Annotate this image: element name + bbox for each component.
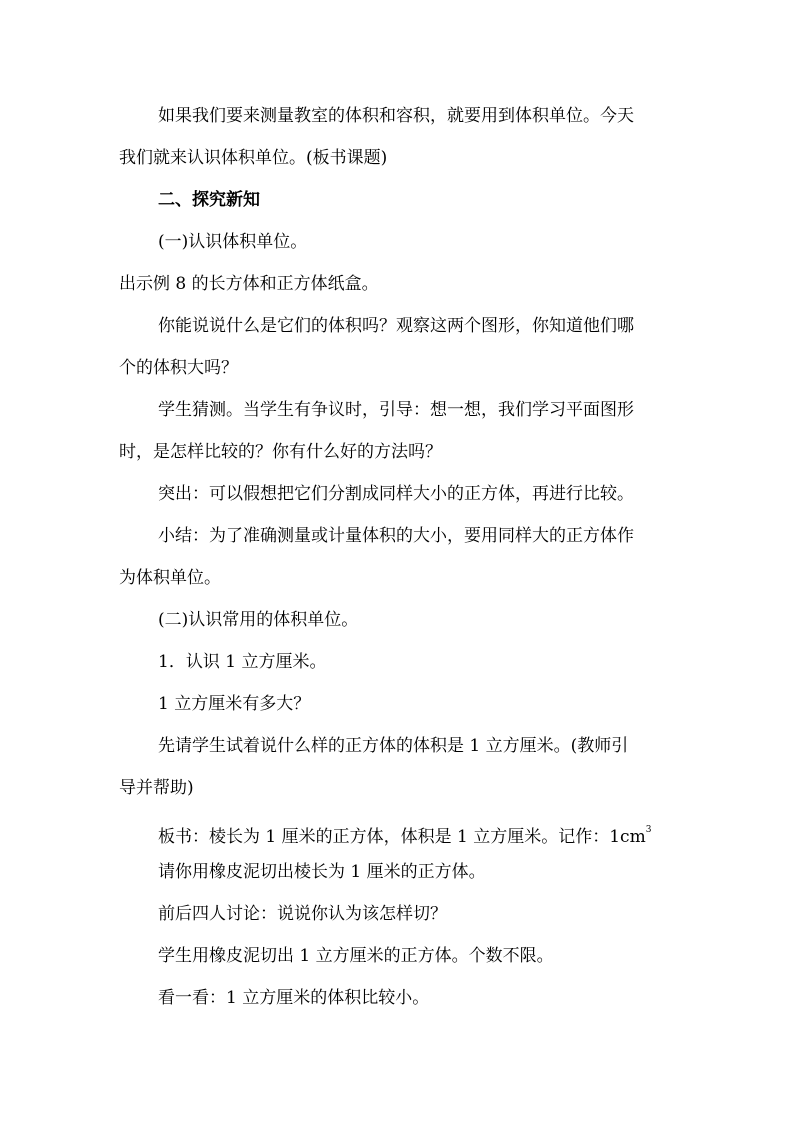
summary-paragraph-line-1: 小结：为了准确测量或计量体积的大小，要用同样大的正方体作	[158, 526, 634, 546]
discuss-paragraph: 前后四人讨论：说说你认为该怎样切？	[158, 904, 447, 924]
cut-paragraph: 学生用橡皮泥切出 1 立方厘米的正方体。个数不限。	[158, 946, 554, 966]
how-big-paragraph: 1 立方厘米有多大？	[158, 694, 311, 714]
question-paragraph-line-2: 个的体积大吗？	[119, 358, 238, 378]
question-paragraph-line-1: 你能说说什么是它们的体积吗？观察这两个图形，你知道他们哪	[158, 316, 634, 336]
summary-paragraph-line-2: 为体积单位。	[119, 568, 221, 588]
clay-paragraph: 请你用橡皮泥切出棱长为 1 厘米的正方体。	[158, 862, 486, 882]
ask-paragraph-line-1: 先请学生试着说什么样的正方体的体积是 1 立方厘米。(教师引	[158, 736, 629, 756]
highlight-paragraph: 突出：可以假想把它们分割成同样大小的正方体，再进行比较。	[158, 484, 634, 504]
ask-paragraph-line-2: 导并帮助)	[119, 778, 194, 798]
section-heading-explore: 二、探究新知	[158, 190, 260, 210]
board-text: 板书：棱长为 1 厘米的正方体，体积是 1 立方厘米。记作：1cm	[158, 827, 646, 847]
look-paragraph: 看一看：1 立方厘米的体积比较小。	[158, 988, 430, 1008]
item-heading-1: 1．认识 1 立方厘米。	[158, 652, 327, 672]
board-paragraph	[119, 810, 679, 857]
guess-paragraph-line-1: 学生猜测。当学生有争议时，引导：想一想，我们学习平面图形	[158, 400, 634, 420]
cubic-superscript: 3	[645, 825, 652, 835]
intro-paragraph-line-1: 如果我们要来测量教室的体积和容积，就要用到体积单位。今天	[158, 106, 634, 126]
show-example-paragraph: 出示例 8 的长方体和正方体纸盒。	[119, 274, 379, 294]
guess-paragraph-line-2: 时，是怎样比较的？你有什么好的方法吗？	[119, 442, 442, 462]
subsection-heading-1: (一)认识体积单位。	[158, 232, 308, 252]
subsection-heading-2: (二)认识常用的体积单位。	[158, 610, 359, 630]
intro-paragraph-line-2: 我们就来认识体积单位。(板书课题)	[119, 148, 388, 168]
